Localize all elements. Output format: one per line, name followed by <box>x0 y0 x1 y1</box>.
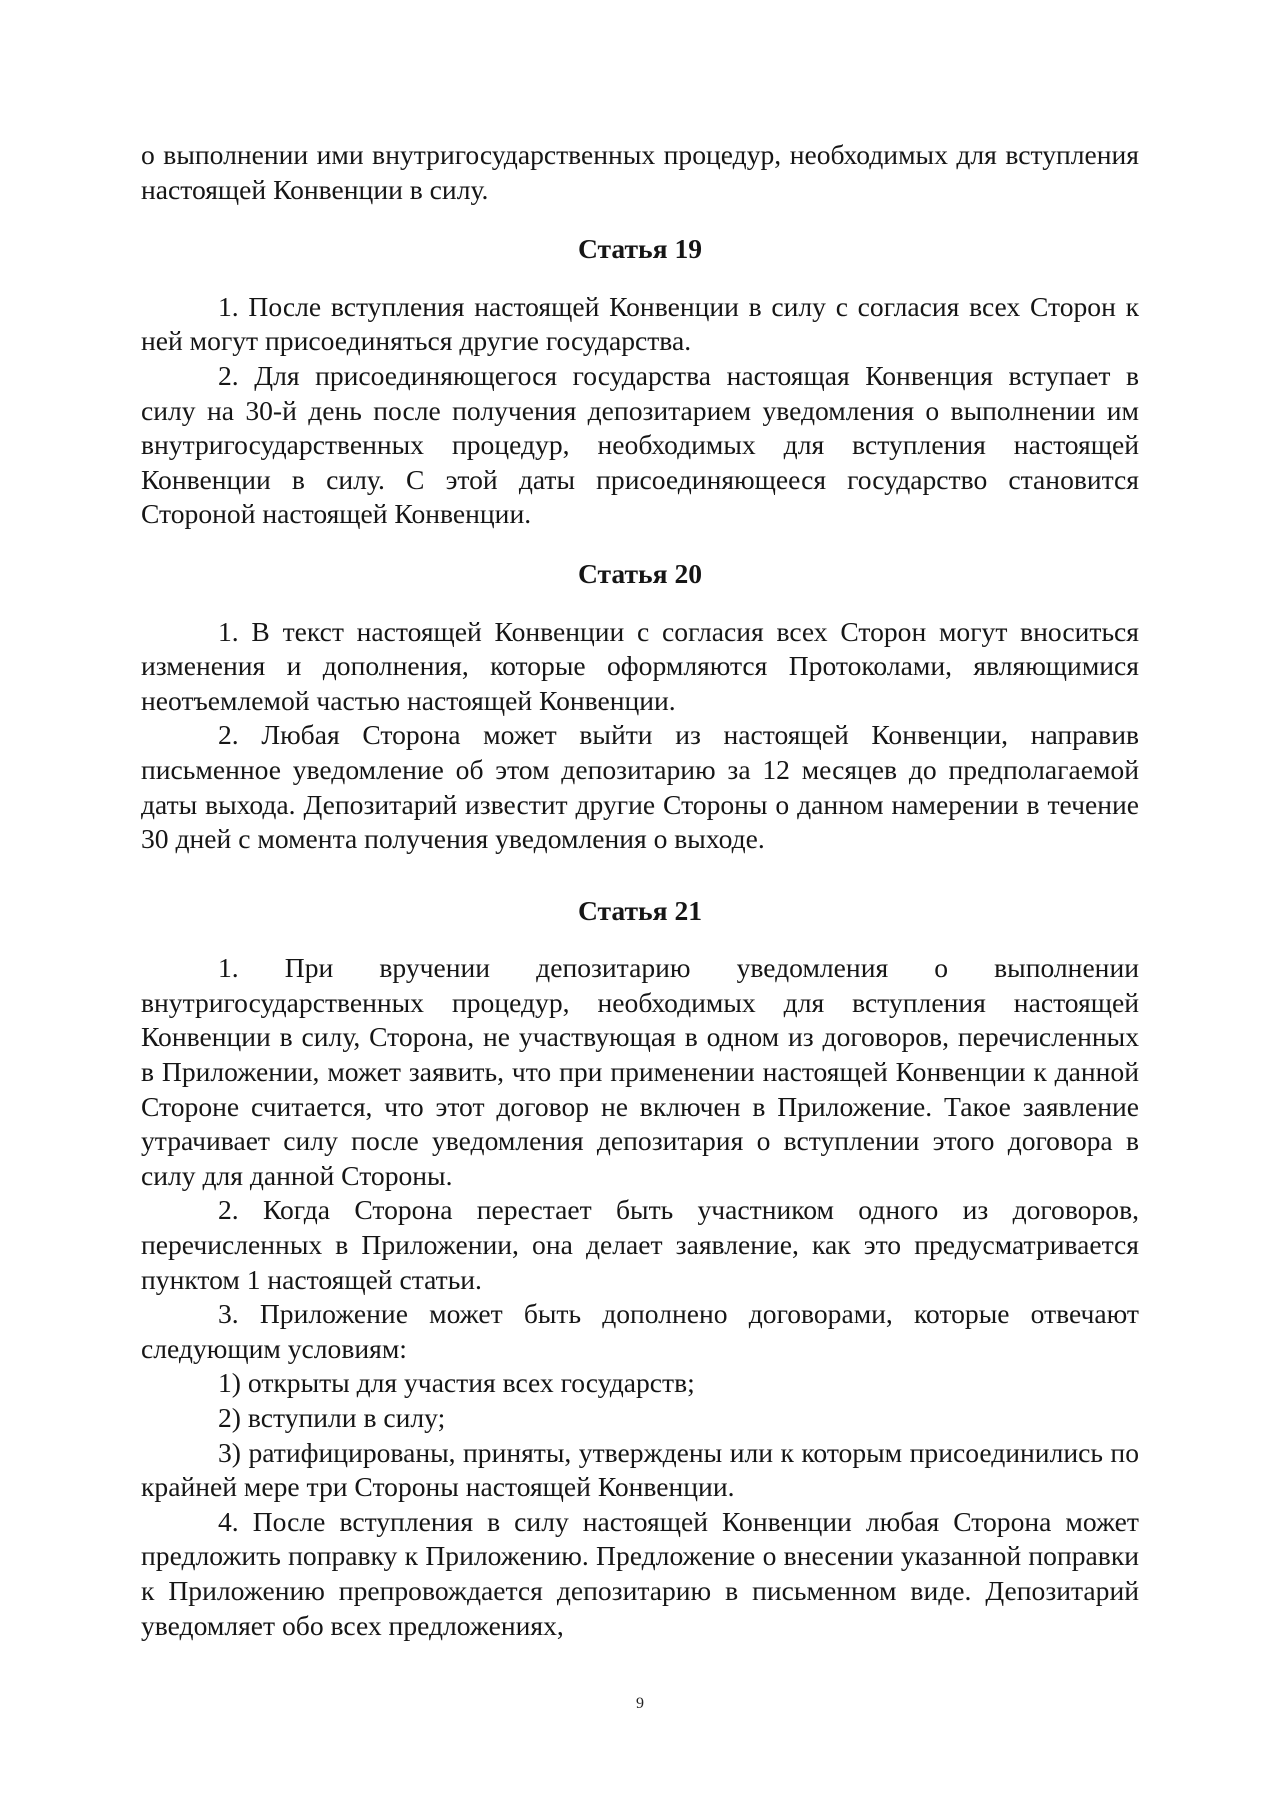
article-21-condition-2: 2) вступили в силу; <box>218 1402 446 1433</box>
article-20-paragraph-2: 2. Любая Сторона может выйти из настоящей Конвенции, направив письменное уведомление об этом депозитарию за 12 месяцев до предполагаемой даты выхода. Депозитарий известит другие Стороны о данном намерении в течение 30 дней с момента получения уведомления о выходе. <box>141 719 1139 855</box>
article-21-paragraph-1: 1. При вручении депозитарию уведомления о выполнении внутригосударственных процедур, необходимых для вступления настоящей Конвенции в силу, Сторона, не участвующая в одном из договоров, перечисленных в Приложении, может заявить, что при применении настоящей Конвенции к данной Стороне считается, что этот договор не включен в Приложение. Такое заявление утрачивает силу после уведомления депозитария о вступлении этого договора в силу для данной Стороны. <box>141 952 1139 1191</box>
article-20-heading: Статья 20 <box>577 557 703 589</box>
page-number: 9 <box>636 1695 644 1712</box>
article-19-paragraph-1: 1. После вступления настоящей Конвенции в силу с согласия всех Сторон к ней могут присоединяться другие государства. <box>141 290 1139 357</box>
article-19-heading: Статья 19 <box>577 233 703 265</box>
intro-paragraph: о выполнении ими внутригосударственных процедур, необходимых для вступления настоящей Конвенции в силу. <box>141 139 1139 205</box>
article-21-paragraph-4: 4. После вступления в силу настоящей Конвенции любая Сторона может предложить поправку к Приложению. Предложение о внесении указанной поправки к Приложению препровождается депозитарию в письменном виде. Депозитарий уведомляет обо всех предложениях, <box>141 1505 1139 1641</box>
article-19-paragraph-2: 2. Для присоединяющегося государства настоящая Конвенция вступает в силу на 30-й день после получения депозитарием уведомления о выполнении им внутригосударственных процедур, необходимых для вступления настоящей Конвенции в силу. С этой даты присоединяющееся государство становится Стороной настоящей Конвенции. <box>141 359 1139 530</box>
article-21-condition-1: 1) открыты для участия всех государств; <box>218 1367 695 1399</box>
article-20-paragraph-1: 1. В текст настоящей Конвенции с согласия всех Сторон могут вноситься изменения и дополнения, которые оформляются Протоколами, являющимися неотъемлемой частью настоящей Конвенции. <box>141 615 1139 716</box>
article-21-condition-3: 3) ратифицированы, приняты, утверждены или к которым присоединились по крайней мере три Стороны настоящей Конвенции. <box>141 1436 1139 1503</box>
article-21-paragraph-3: 3. Приложение может быть дополнено договорами, которые отвечают следующим условиям: <box>141 1298 1139 1364</box>
article-21-paragraph-2: 2. Когда Сторона перестает быть участником одного из договоров, перечисленных в Приложении, она делает заявление, как это предусматривается пунктом 1 настоящей статьи. <box>141 1194 1139 1295</box>
document-page <box>141 138 1139 1643</box>
article-21-heading: Статья 21 <box>577 894 703 926</box>
